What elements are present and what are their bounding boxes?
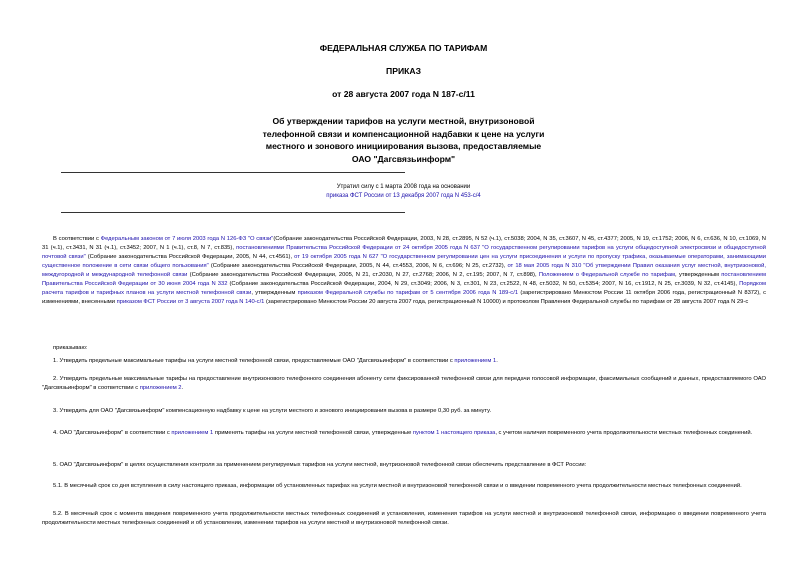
- title-line: ОАО "Дагсвязьинформ": [351, 153, 456, 164]
- fst-regulation-link[interactable]: Положением о Федеральной службе по тарифам: [538, 272, 676, 279]
- title-line: местного и зонового инициирования вызова, предоставляемые: [265, 141, 542, 151]
- text-fragment: (Собрание законодательства Российской Федерации, 2003, N 28, ст.2895, N 52 (ч.1), ст.5038; 2004, N 35, ст.3607, N 45, ст.4377; 2005, N 19, ст.1752; 2006, N 6, ст.636, N 10, ст.1069, N 31 (ч.1), ст.3431, N 31 (ч.1), ст.3452; 2007, N 1 (ч.1), ст.8, N 7, ст.835),: [42, 236, 766, 252]
- doc-type: ПРИКАЗ: [386, 66, 421, 76]
- text-fragment: .: [181, 385, 184, 392]
- doc-title: [0, 115, 807, 165]
- text-fragment: (Собрание законодательства Российской Федерации, 2005, N 21, ст.2030, N 27, ст.2768; 2006, N 2, ст.195; 2007, N 7, ст.898),: [187, 272, 539, 279]
- appendix-1-link-2[interactable]: приложением 1: [171, 430, 214, 436]
- text-fragment: (Собрание законодательства Российской Федерации, 2005, N 44, ст.4561),: [85, 254, 295, 261]
- item-3: 3. Утвердить для ОАО "Дагсвязьинформ" компенсационную надбавку к цене на услуги местного и зонового инициирования вызова в размере 0,30 руб. за минуту.: [53, 408, 492, 414]
- validity-note: [0, 183, 807, 201]
- clause-1-link[interactable]: пунктом 1 настоящего приказа: [412, 430, 496, 436]
- order-140-link[interactable]: приказом ФСТ России от 3 августа 2007 года N 140-с/1: [116, 299, 265, 306]
- agency-name: ФЕДЕРАЛЬНАЯ СЛУЖБА ПО ТАРИФАМ: [319, 43, 488, 53]
- item-4: [42, 429, 766, 438]
- tariff-procedure-link[interactable]: Порядком расчета тарифов и тарифных планов на услуги местной телефонной связи: [42, 281, 766, 297]
- text-fragment: 1. Утвердить предельные максимальные тарифы на услуги местной телефонной связи, предоставляемые ОАО "Дагсвязьинформ" в соответствии с: [53, 358, 455, 364]
- text-fragment: В соответствии с: [53, 236, 101, 242]
- divider-bottom: [61, 212, 405, 213]
- law-126-link[interactable]: Федеральным законом от 7 июля 2003 года N 126-ФЗ "О связи": [100, 236, 274, 242]
- text-fragment: (зарегистрировано Минюстом России 20 августа 2007 года, регистрационный N 10000) и протоколом Правления Федеральной службы по тарифам от 28 августа 2007 года N 29-с: [264, 299, 749, 306]
- preamble-paragraph: [42, 235, 766, 307]
- orders-word: приказываю:: [53, 345, 88, 351]
- title-line: Об утверждении тарифов на услуги местной, внутризоновой: [272, 116, 535, 126]
- appendix-2-link[interactable]: приложением 2: [139, 385, 182, 392]
- text-fragment: (Собрание законодательства Российской Федерации, 2004, N 29, ст.3049; 2006, N 3, ст.301, N 23, ст.2522, N 48, ст.5032, N 50, ст.5354; 2007, N 16, ст.1912, N 25, ст.3039, N 32, ст.4145),: [227, 281, 740, 288]
- resolution-637-link[interactable]: постановлениями Правительства Российской Федерации от 24 октября 2005 года N 637 "О государственном регулировании тарифов на услуги общедоступной электросвязи и общедоступной почтовой связи": [42, 245, 766, 261]
- text-fragment: .: [496, 358, 498, 364]
- title-line: телефонной связи и компенсационной надбавки к цене на услуги: [262, 128, 545, 139]
- divider-top: [61, 172, 405, 173]
- doc-date-number: от 28 августа 2007 года N 187-с/11: [332, 89, 475, 99]
- appendix-1-link[interactable]: приложением 1: [454, 358, 497, 364]
- text-fragment: , с учетом наличия повременного учета продолжительности местных телефонных соединений.: [495, 430, 753, 436]
- text-fragment: , утвержденным: [251, 290, 298, 297]
- order-189-link[interactable]: приказом Федеральной службы по тарифам от 5 сентября 2006 года N 189-с/1: [297, 290, 519, 297]
- item-5-2: 5.2. В месячный срок с момента введения повременного учета продолжительности местных телефонных соединений и установления, изменения тарифов на услуги местной и внутризоновой телефонной связи, информацию о введении повременного учета продолжительности местных телефонных соединений и об установлении, изменении тарифов на услуги местной и внутризоновой телефонной связи.: [42, 511, 766, 527]
- item-5: 5. ОАО "Дагсвязьинформ" в целях осуществления контроля за применением регулируемых тарифов на услуги местной, внутризоновой телефонной связи обеспечить представление в ФСТ России:: [53, 462, 587, 468]
- text-fragment: 2. Утвердить предельные максимальные тарифы на предоставление внутризонового телефонного соединения абоненту сети фиксированной телефонной связи для передачи голосовой информации, факсимильных сообщений и данных, предоставляемого ОАО "Дагсвязьинформ" в соответствии с: [42, 376, 766, 392]
- validity-note-text: Утратил силу с 1 марта 2008 года на основании: [336, 184, 471, 190]
- text-fragment: применять тарифы на услуги местной телефонной связи, утвержденные: [213, 430, 413, 436]
- text-fragment: (зарегистрировано Минюстом России 11 октября 2006 года, регистрационный N 8372), с изменениями, внесенными: [42, 290, 766, 306]
- repeal-order-link[interactable]: приказа ФСТ России от 13 декабря 2007 года N 453-с/4: [326, 193, 481, 199]
- resolution-332-link[interactable]: постановлением Правительства Российской Федерации от 30 июня 2004 года N 332: [42, 272, 766, 288]
- resolution-310-link[interactable]: от 18 мая 2005 года N 310 "Об утверждении Правил оказания услуг местной, внутризоновой, междугородной и международной телефонной связи: [42, 263, 766, 279]
- text-fragment: (Собрание законодательства Российской Федерации, 2005, N 44, ст.4553, 2006, N 6, ст.696; N 25, ст.2732),: [208, 263, 508, 270]
- item-1: [42, 357, 766, 366]
- resolution-627-link[interactable]: от 19 октября 2005 года N 627 "О государственном регулировании цен на услуги присоединения и услуги по пропуску трафика, оказываемые операторами, занимающими существенное положение в сети связи общего пользования": [42, 254, 766, 270]
- item-5-1: 5.1. В месячный срок со дня вступления в силу настоящего приказа, информации об установленных тарифах на услуги местной и внутризоновой телефонной связи и о введении повременного учета продолжительности местных телефонных соединений.: [53, 483, 742, 489]
- item-2: [42, 375, 766, 393]
- text-fragment: , утвержденным: [675, 272, 722, 279]
- text-fragment: 4. ОАО "Дагсвязьинформ" в соответствии с: [53, 430, 172, 436]
